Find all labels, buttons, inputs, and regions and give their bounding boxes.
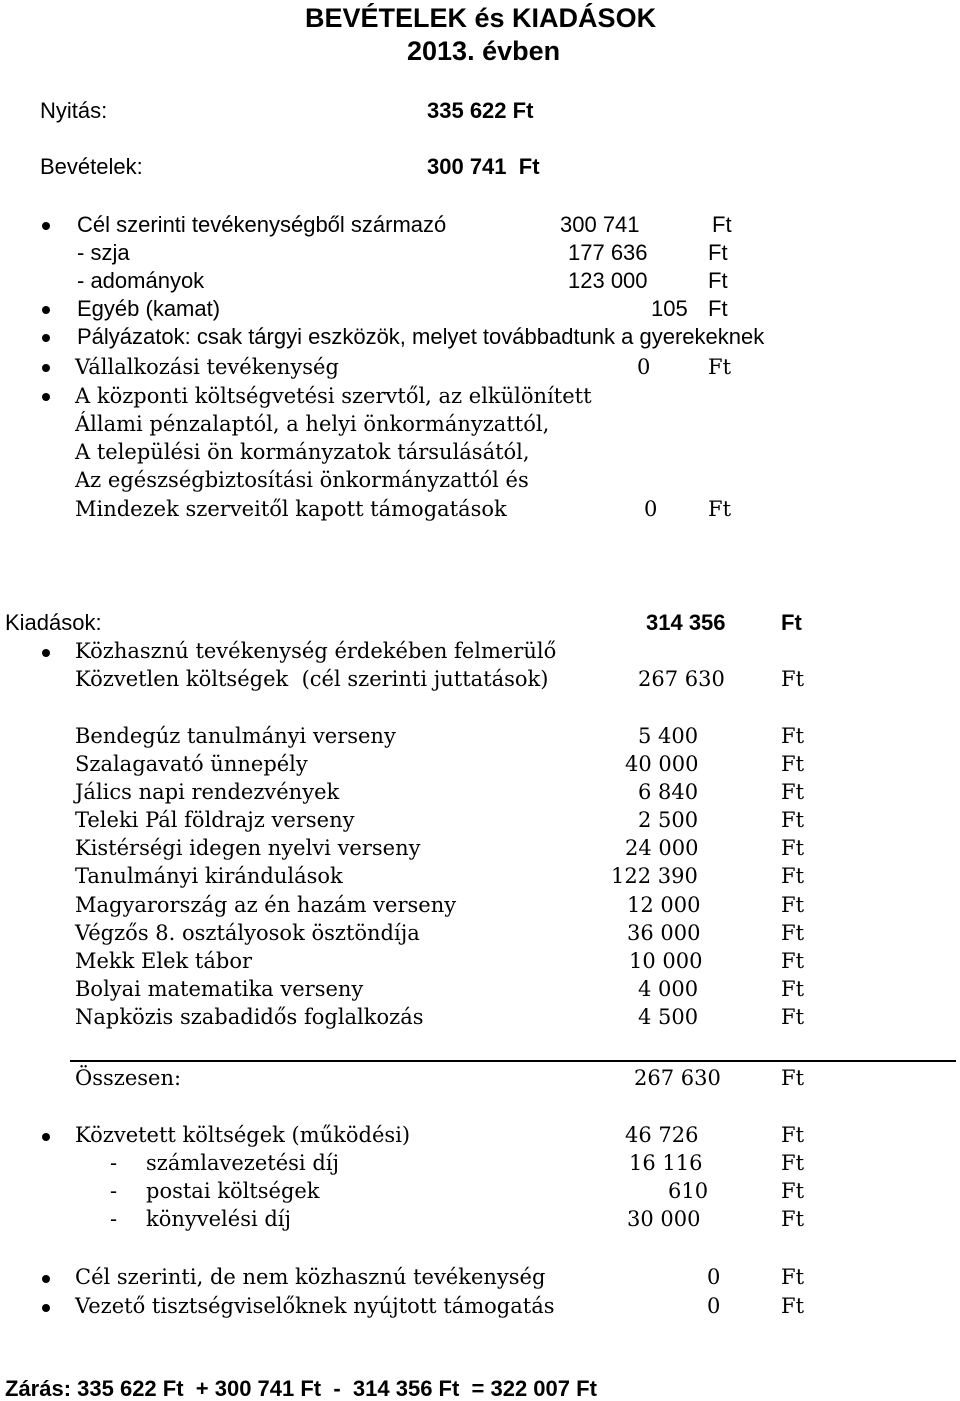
total-label: Összesen: bbox=[75, 1066, 182, 1090]
income-row-label: Pályázatok: csak tárgyi eszközök, melyet továbbadtunk a gyerekeknek bbox=[77, 324, 765, 349]
income-row-unit: Ft bbox=[708, 355, 732, 379]
income-row-label: Vállalkozási tevékenység bbox=[75, 355, 339, 379]
expense-item-unit: Ft bbox=[781, 780, 805, 804]
income-row-unit: Ft bbox=[712, 212, 732, 237]
expense-item-unit: Ft bbox=[781, 949, 805, 973]
income-row-amount: 105 bbox=[651, 296, 688, 321]
total-unit: Ft bbox=[781, 1066, 805, 1090]
expense-item-label: Szalagavató ünnepély bbox=[75, 752, 308, 776]
bullet bbox=[42, 364, 50, 372]
expense-item-amount: 6 840 bbox=[638, 780, 699, 804]
income-row-unit: Ft bbox=[708, 268, 728, 293]
opening-value: 335 622 Ft bbox=[427, 98, 534, 123]
expense-item-label: Jálics napi rendezvények bbox=[75, 780, 340, 804]
indirect-sub-amount: 30 000 bbox=[627, 1207, 701, 1231]
page-subtitle: 2013. évben bbox=[407, 36, 561, 66]
expense-item-amount: 4 500 bbox=[638, 1005, 699, 1029]
indirect-sub-unit: Ft bbox=[781, 1207, 805, 1231]
indirect-sub-label: könyvelési díj bbox=[146, 1207, 292, 1231]
income-row-label: Állami pénzalaptól, a helyi önkormányzattól, bbox=[75, 412, 550, 436]
bullet bbox=[42, 393, 50, 401]
income-label: Bevételek: bbox=[40, 154, 143, 179]
indirect-sub-label: számlavezetési díj bbox=[146, 1151, 339, 1175]
bullet bbox=[42, 222, 50, 230]
indirect-sub-unit: Ft bbox=[781, 1179, 805, 1203]
indirect-sub-amount: 16 116 bbox=[629, 1151, 703, 1175]
indirect-costs-label: Közvetett költségek (működési) bbox=[75, 1123, 411, 1147]
expense-item-label: Mekk Elek tábor bbox=[75, 949, 253, 973]
income-row-amount: 177 636 bbox=[568, 240, 648, 265]
bullet bbox=[42, 334, 50, 342]
indirect-costs-amount: 46 726 bbox=[625, 1123, 699, 1147]
income-row-label: - szja bbox=[77, 240, 130, 265]
expense-item-unit: Ft bbox=[781, 977, 805, 1001]
other-expense-amount: 0 bbox=[707, 1294, 721, 1318]
income-row-label: A települési ön kormányzatok társulásától, bbox=[75, 440, 530, 464]
expense-item-label: Magyarország az én hazám verseny bbox=[75, 893, 457, 917]
bullet bbox=[42, 1304, 50, 1312]
direct-costs-line1: Közhasznú tevékenység érdekében felmerülő bbox=[75, 639, 557, 663]
opening-label: Nyitás: bbox=[40, 98, 108, 123]
total-amount: 267 630 bbox=[634, 1066, 721, 1090]
expense-item-amount: 12 000 bbox=[627, 893, 701, 917]
expense-item-amount: 40 000 bbox=[625, 752, 699, 776]
other-expense-amount: 0 bbox=[707, 1265, 721, 1289]
expense-item-unit: Ft bbox=[781, 836, 805, 860]
income-row-amount: 0 bbox=[644, 497, 658, 521]
direct-costs-unit: Ft bbox=[781, 667, 805, 691]
bullet bbox=[42, 649, 50, 657]
expense-item-amount: 2 500 bbox=[638, 808, 699, 832]
income-row-unit: Ft bbox=[708, 497, 732, 521]
closing-summary: Zárás: 335 622 Ft + 300 741 Ft - 314 356 Ft = 322 007 Ft bbox=[5, 1376, 597, 1401]
expense-item-unit: Ft bbox=[781, 1005, 805, 1029]
expense-item-unit: Ft bbox=[781, 808, 805, 832]
income-value: 300 741 Ft bbox=[427, 154, 540, 179]
other-expense-unit: Ft bbox=[781, 1294, 805, 1318]
direct-costs-amount: 267 630 bbox=[638, 667, 725, 691]
expense-item-unit: Ft bbox=[781, 893, 805, 917]
indirect-sub-dash: - bbox=[110, 1207, 118, 1231]
income-row-unit: Ft bbox=[708, 296, 728, 321]
expense-item-label: Napközis szabadidős foglalkozás bbox=[75, 1005, 424, 1029]
expenses-unit: Ft bbox=[781, 610, 802, 635]
expense-item-amount: 24 000 bbox=[625, 836, 699, 860]
expense-item-label: Bendegúz tanulmányi verseny bbox=[75, 724, 396, 748]
indirect-sub-amount: 610 bbox=[668, 1179, 709, 1203]
income-row-label: Az egészségbiztosítási önkormányzattól és bbox=[75, 468, 529, 492]
indirect-sub-dash: - bbox=[110, 1179, 118, 1203]
expense-item-amount: 4 000 bbox=[638, 977, 699, 1001]
expense-item-label: Bolyai matematika verseny bbox=[75, 977, 364, 1001]
income-row-amount: 300 741 bbox=[560, 212, 640, 237]
expense-item-label: Teleki Pál földrajz verseny bbox=[75, 808, 355, 832]
expenses-value: 314 356 bbox=[646, 610, 726, 635]
expense-item-amount: 5 400 bbox=[638, 724, 699, 748]
indirect-sub-dash: - bbox=[110, 1151, 118, 1175]
expense-item-unit: Ft bbox=[781, 752, 805, 776]
indirect-sub-label: postai költségek bbox=[146, 1179, 320, 1203]
expense-item-unit: Ft bbox=[781, 921, 805, 945]
other-expense-label: Cél szerinti, de nem közhasznú tevékenység bbox=[75, 1265, 546, 1289]
bullet bbox=[42, 1133, 50, 1141]
expense-item-amount: 36 000 bbox=[627, 921, 701, 945]
expense-item-amount: 10 000 bbox=[629, 949, 703, 973]
indirect-costs-unit: Ft bbox=[781, 1123, 805, 1147]
income-row-amount: 0 bbox=[637, 355, 651, 379]
page-title: BEVÉTELEK és KIADÁSOK bbox=[305, 3, 657, 33]
bullet bbox=[42, 306, 50, 314]
expense-item-label: Tanulmányi kirándulások bbox=[75, 864, 343, 888]
income-row-label: A központi költségvetési szervtől, az elkülönített bbox=[75, 384, 592, 408]
bullet bbox=[42, 1275, 50, 1283]
expenses-label: Kiadások: bbox=[5, 610, 102, 635]
total-divider bbox=[70, 1060, 956, 1062]
income-row-amount: 123 000 bbox=[568, 268, 648, 293]
income-row-label: Egyéb (kamat) bbox=[77, 296, 221, 321]
income-row-label: Cél szerinti tevékenységből származó bbox=[77, 212, 447, 237]
other-expense-unit: Ft bbox=[781, 1265, 805, 1289]
income-row-label: - adományok bbox=[77, 268, 205, 293]
expense-item-label: Végzős 8. osztályosok ösztöndíja bbox=[75, 921, 420, 945]
income-row-unit: Ft bbox=[708, 240, 728, 265]
expense-item-amount: 122 390 bbox=[611, 864, 698, 888]
expense-item-label: Kistérségi idegen nyelvi verseny bbox=[75, 836, 421, 860]
other-expense-label: Vezető tisztségviselőknek nyújtott támogatás bbox=[75, 1294, 555, 1318]
income-row-label: Mindezek szerveitől kapott támogatások bbox=[75, 497, 507, 521]
direct-costs-line2: Közvetlen költségek (cél szerinti juttatások) bbox=[75, 667, 549, 691]
expense-item-unit: Ft bbox=[781, 724, 805, 748]
indirect-sub-unit: Ft bbox=[781, 1151, 805, 1175]
expense-item-unit: Ft bbox=[781, 864, 805, 888]
